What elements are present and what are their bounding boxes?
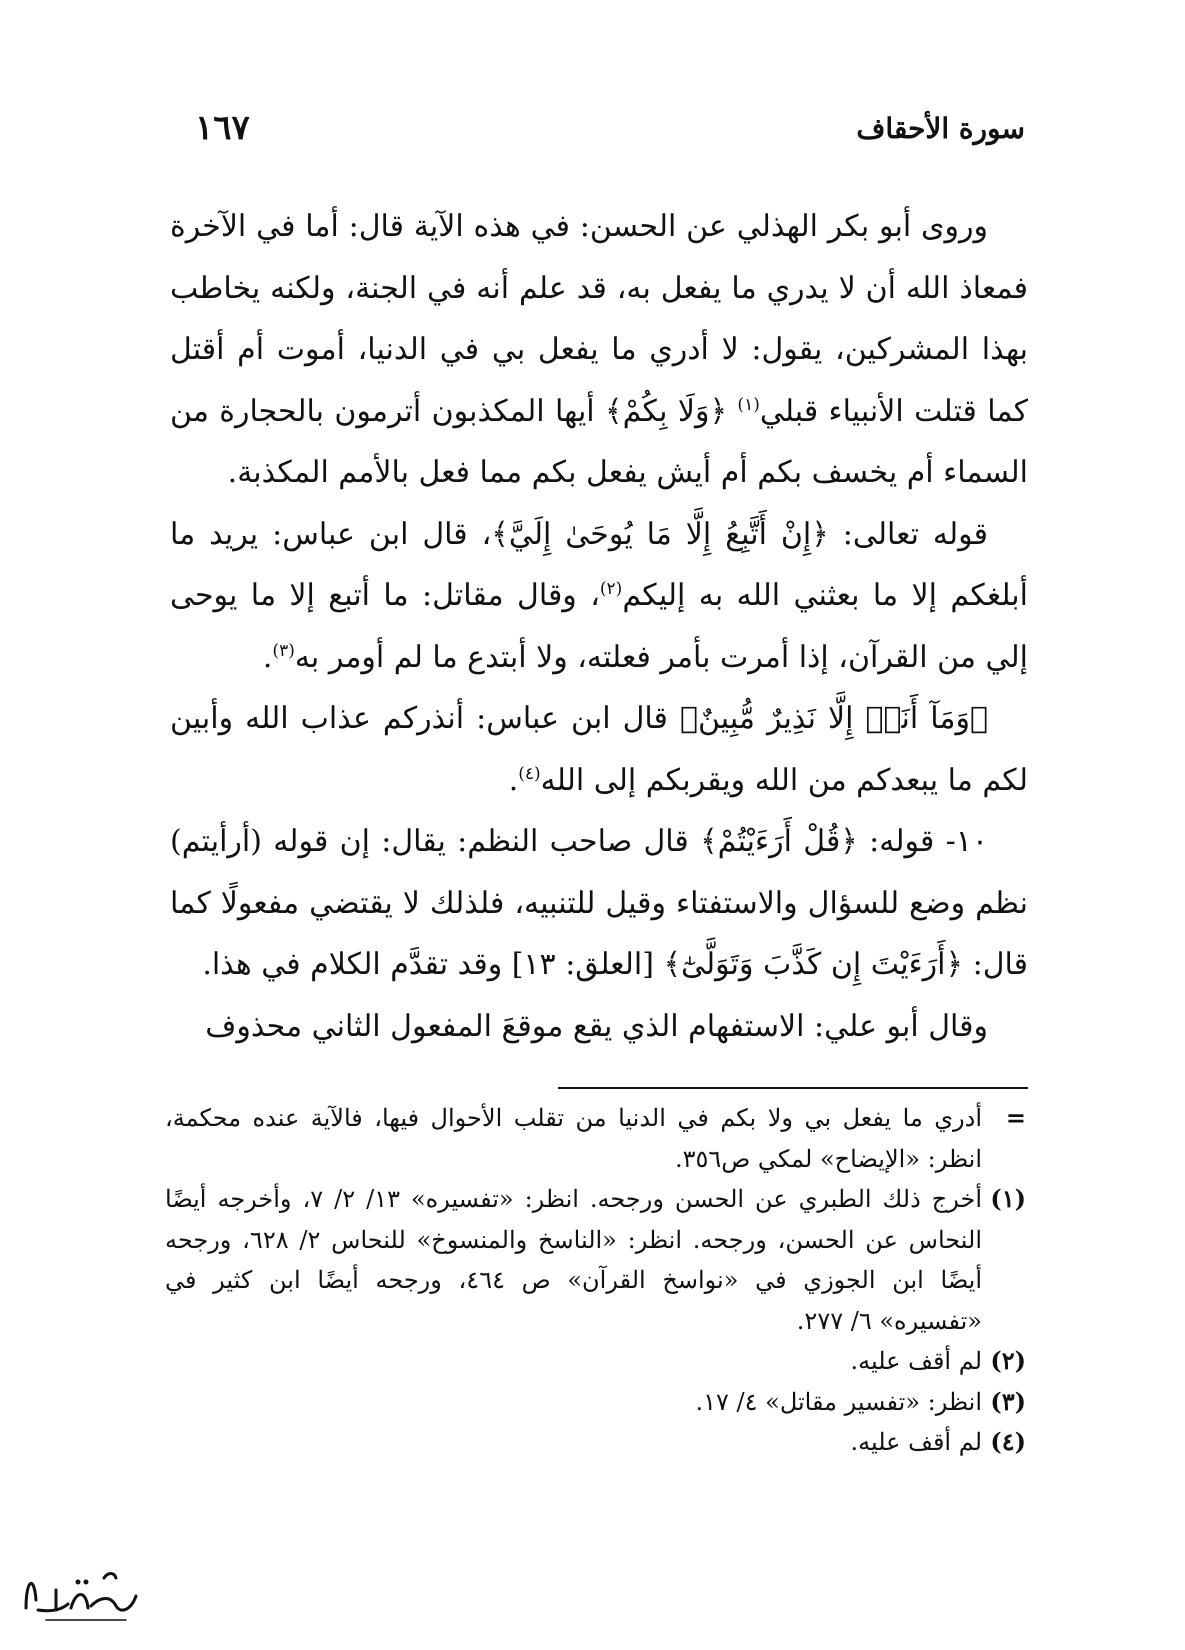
footnote-ref-4: (٤) <box>518 763 541 784</box>
paragraph-2 <box>170 504 1028 689</box>
footnote-mark: (٤) <box>990 1427 1026 1456</box>
paragraph-text: ، قال ابن عباس: يريد ما أبلغكم إلا ما بعثني الله به إليكم <box>170 516 1028 613</box>
paragraph-4 <box>170 811 1028 996</box>
footnote-item <box>165 1422 1028 1463</box>
verse-number: ١٠- قوله: <box>857 824 988 859</box>
paragraph-text: . <box>262 639 273 675</box>
footnote-item <box>165 1098 1028 1179</box>
quran-quote: ﴿إِنْ أَتَّبِعُ إِلَّا مَا يُوحَىٰ إِلَيَّ﴾ <box>491 516 829 552</box>
footnote-text: أخرج ذلك الطبري عن الحسن ورجحه. انظر: «تفسيره» ١٣/ ٢/ ٧، وأخرجه أيضًا النحاس عن الحسن، ورجحه. انظر: «الناسخ والمنسوخ» للنحاس ٢/ ٦٢٨، ورجحه أيضًا ابن الجوزي في «نواسخ القرآن» ص ٤٦٤، ورجحه أيضًا ابن كثير في «تفسيره» ٦/ ٢٧٧. <box>165 1185 983 1335</box>
footnote-ref-2: (٢) <box>599 579 623 599</box>
footnote-ref-3: (٣) <box>272 640 295 661</box>
quran-quote: ﴿وَمَآ أَنَا۠ إِلَّا نَذِيرٌ مُّبِينٌ﴾ <box>679 701 988 736</box>
paragraph-text: . <box>508 762 519 798</box>
footnote-text: انظر: «تفسير مقاتل» ٤/ ١٧. <box>695 1387 982 1416</box>
publisher-logo-icon <box>16 1560 146 1630</box>
paragraph-text: قال صاحب النظم: يقال: إن قوله (أرأيتم) نظم وضع للسؤال والاستفتاء وقيل للتنبيه، فلذلك لا يقتضي مفعولًا كما قال: <box>170 824 1028 982</box>
footnote-text: لم أقف عليه. <box>850 1428 982 1456</box>
surah-title: سورة الأحقاف <box>856 112 1025 145</box>
footnote-mark: (٢) <box>990 1346 1026 1375</box>
paragraph-text: [العلق: ١٣] وقد تقدَّم الكلام في هذا. <box>202 947 664 982</box>
paragraph-text: ، وقال مقاتل: ما أتبع إلا ما يوحى إلي من القرآن، إذا أمرت بأمر فعلته، ولا أبتدع ما لم أومر به <box>170 578 1028 675</box>
footnote-mark: (٣) <box>990 1386 1026 1416</box>
main-text <box>170 196 1028 1057</box>
footnote-divider <box>558 1087 1028 1089</box>
footnote-text: أدري ما يفعل بي ولا بكم في الدنيا من تقلب الأحوال فيها، فالآية عنده محكمة، انظر: «الإيضاح» لمكي ص٣٥٦. <box>165 1104 982 1173</box>
page-header <box>195 108 1025 160</box>
footnote-item <box>165 1179 1028 1341</box>
quran-quote: ﴿قُلْ أَرَءَيْتُمْ﴾ <box>700 824 858 859</box>
paragraph-text: وروى أبو بكر الهذلي عن الحسن: في هذه الآية قال: أما في الآخرة فمعاذ الله أن لا يدري ما يفعل به، قد علم أنه في الجنة، ولكنه يخاطب بهذا المشركين، يقول: لا أدري ما يفعل بي في الدنيا، أموت أم أقتل كما قتلت الأنبياء قبلي <box>170 209 1029 429</box>
paragraph-3 <box>170 688 1028 811</box>
footnote-item <box>165 1382 1028 1423</box>
footnote-ref-1: (١) <box>737 394 760 415</box>
footnotes <box>165 1098 1028 1463</box>
quran-quote: ﴿وَلَا بِكُمْ﴾ <box>605 393 728 429</box>
footnote-mark: = <box>1005 1103 1026 1132</box>
paragraph-text: قوله تعالى: <box>828 516 988 552</box>
paragraph-text: أيها المكذبون أترمون بالحجارة من السماء أم يخسف بكم أم أيش يفعل بكم مما فعل بالأمم المكذبة. <box>170 393 1028 490</box>
page-number: ١٦٧ <box>195 108 250 148</box>
quran-quote: ﴿أَرَءَيْتَ إِن كَذَّبَ وَتَوَلَّىٰٓ﴾ <box>663 947 964 982</box>
footnote-item <box>165 1341 1028 1382</box>
paragraph-text: وقال أبو علي: الاستفهام الذي يقع موقعَ المفعول الثاني محذوف <box>205 1008 988 1044</box>
paragraph-1 <box>170 196 1028 504</box>
footnote-text: لم أقف عليه. <box>850 1347 982 1375</box>
paragraph-5 <box>170 996 1028 1058</box>
footnote-mark: (١) <box>990 1184 1026 1213</box>
paragraph-text: قال ابن عباس: أنذركم عذاب الله وأبين لكم ما يبعدكم من الله ويقربكم إلى الله <box>170 701 1028 798</box>
